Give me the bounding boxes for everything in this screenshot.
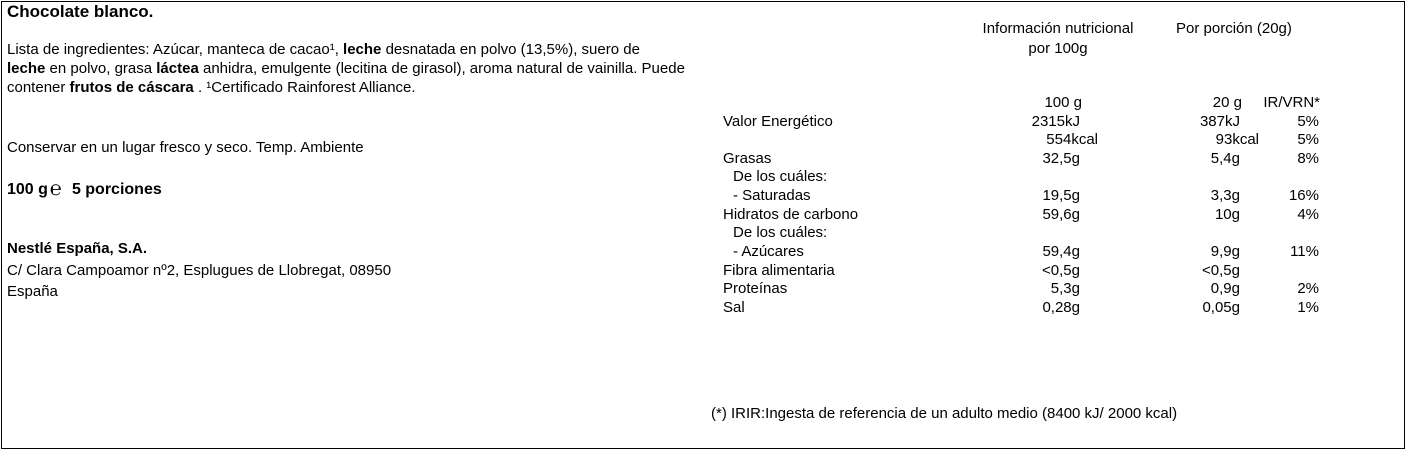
value-per-100g: 59,6g [1042, 206, 1080, 223]
allergen-dairy: láctea [156, 60, 199, 77]
value-per-100g: 19,5g [1042, 187, 1080, 204]
value-per-portion: 0,9g [1210, 280, 1240, 297]
value-per-100g: 554kcal [1046, 131, 1098, 148]
nutrient-label: Valor Energético [723, 113, 833, 130]
value-per-100g: 0,28g [1042, 299, 1080, 316]
company-country: España [7, 283, 58, 300]
nutrient-sublabel: De los cuáles: [733, 224, 828, 241]
ingredients-text: Lista de ingredientes: Azúcar, manteca de cacao¹, [7, 41, 344, 58]
net-quantity [7, 178, 162, 200]
value-ir: 11% [1290, 243, 1319, 260]
footnote: (*) IRIR:Ingesta de referencia de un adulto medio (8400 kJ/ 2000 kcal) [711, 405, 1178, 422]
nutrient-label: Proteínas [723, 280, 788, 297]
column-20g: 20 g [1212, 94, 1242, 111]
portions-count: 5 porciones [71, 181, 162, 198]
value-per-portion: 10g [1214, 206, 1240, 223]
allergen-milk: leche [7, 60, 46, 77]
value-per-portion: 3,3g [1210, 187, 1240, 204]
nutrient-label: Fibra alimentaria [723, 262, 835, 279]
value-per-portion: 5,4g [1210, 150, 1240, 167]
value-ir: 5% [1297, 131, 1319, 148]
value-ir: 1% [1297, 299, 1319, 316]
header-per-portion: Por porción (20g) [1176, 20, 1292, 37]
value-per-100g: 32,5g [1042, 150, 1080, 167]
storage-instructions: Conservar en un lugar fresco y seco. Temp. Ambiente [7, 139, 364, 156]
value-per-portion: 93kcal [1215, 131, 1259, 148]
estimated-sign-icon: ℮ [49, 178, 62, 200]
value-per-portion: <0,5g [1202, 262, 1240, 279]
ingredients-text: desnatada en polvo (13,5%), suero de [381, 41, 640, 58]
value-per-portion: 9,9g [1210, 243, 1240, 260]
column-100g: 100 g [1044, 94, 1082, 111]
value-per-portion: 387kJ [1199, 113, 1240, 130]
value-per-100g: 59,4g [1042, 243, 1080, 260]
value-per-100g: <0,5g [1042, 262, 1080, 279]
header-per-100g-line1: Información nutricional [982, 20, 1134, 37]
value-per-portion: 0,05g [1202, 299, 1240, 316]
column-ir: IR/VRN* [1263, 94, 1320, 111]
nutrient-sublabel: De los cuáles: [733, 168, 828, 185]
value-ir: 2% [1297, 280, 1319, 297]
value-per-100g: 2315kJ [1031, 113, 1080, 130]
allergen-nuts: frutos de cáscara [69, 79, 194, 96]
ingredients-text: en polvo, grasa [45, 60, 157, 77]
company-address: C/ Clara Campoamor nº2, Esplugues de Llobregat, 08950 [7, 262, 392, 279]
value-ir: 5% [1297, 113, 1319, 130]
header-per-100g-line2: por 100g [1028, 40, 1088, 57]
ingredients-text: . ¹Certificado Rainforest Alliance. [193, 79, 416, 96]
value-ir: 16% [1288, 187, 1319, 204]
allergen-milk: leche [343, 41, 382, 58]
nutrient-label: Hidratos de carbono [723, 206, 859, 223]
ingredients-list [7, 40, 707, 97]
header-per-100g [958, 19, 1158, 59]
value-ir: 4% [1297, 206, 1319, 223]
nutrient-label: - Saturadas [733, 187, 811, 204]
net-weight: 100 g [7, 181, 48, 198]
nutrient-label: Sal [723, 299, 745, 316]
value-ir: 8% [1297, 150, 1319, 167]
value-per-100g: 5,3g [1050, 280, 1080, 297]
company-name: Nestlé España, S.A. [7, 240, 148, 257]
nutrient-label: Grasas [723, 150, 772, 167]
ingredients-text: anhidra, emulgente (lecitina de girasol), aroma natural de vainilla. Puede contener [7, 60, 685, 96]
nutrient-label: - Azúcares [733, 243, 804, 260]
product-title: Chocolate blanco. [7, 2, 154, 21]
